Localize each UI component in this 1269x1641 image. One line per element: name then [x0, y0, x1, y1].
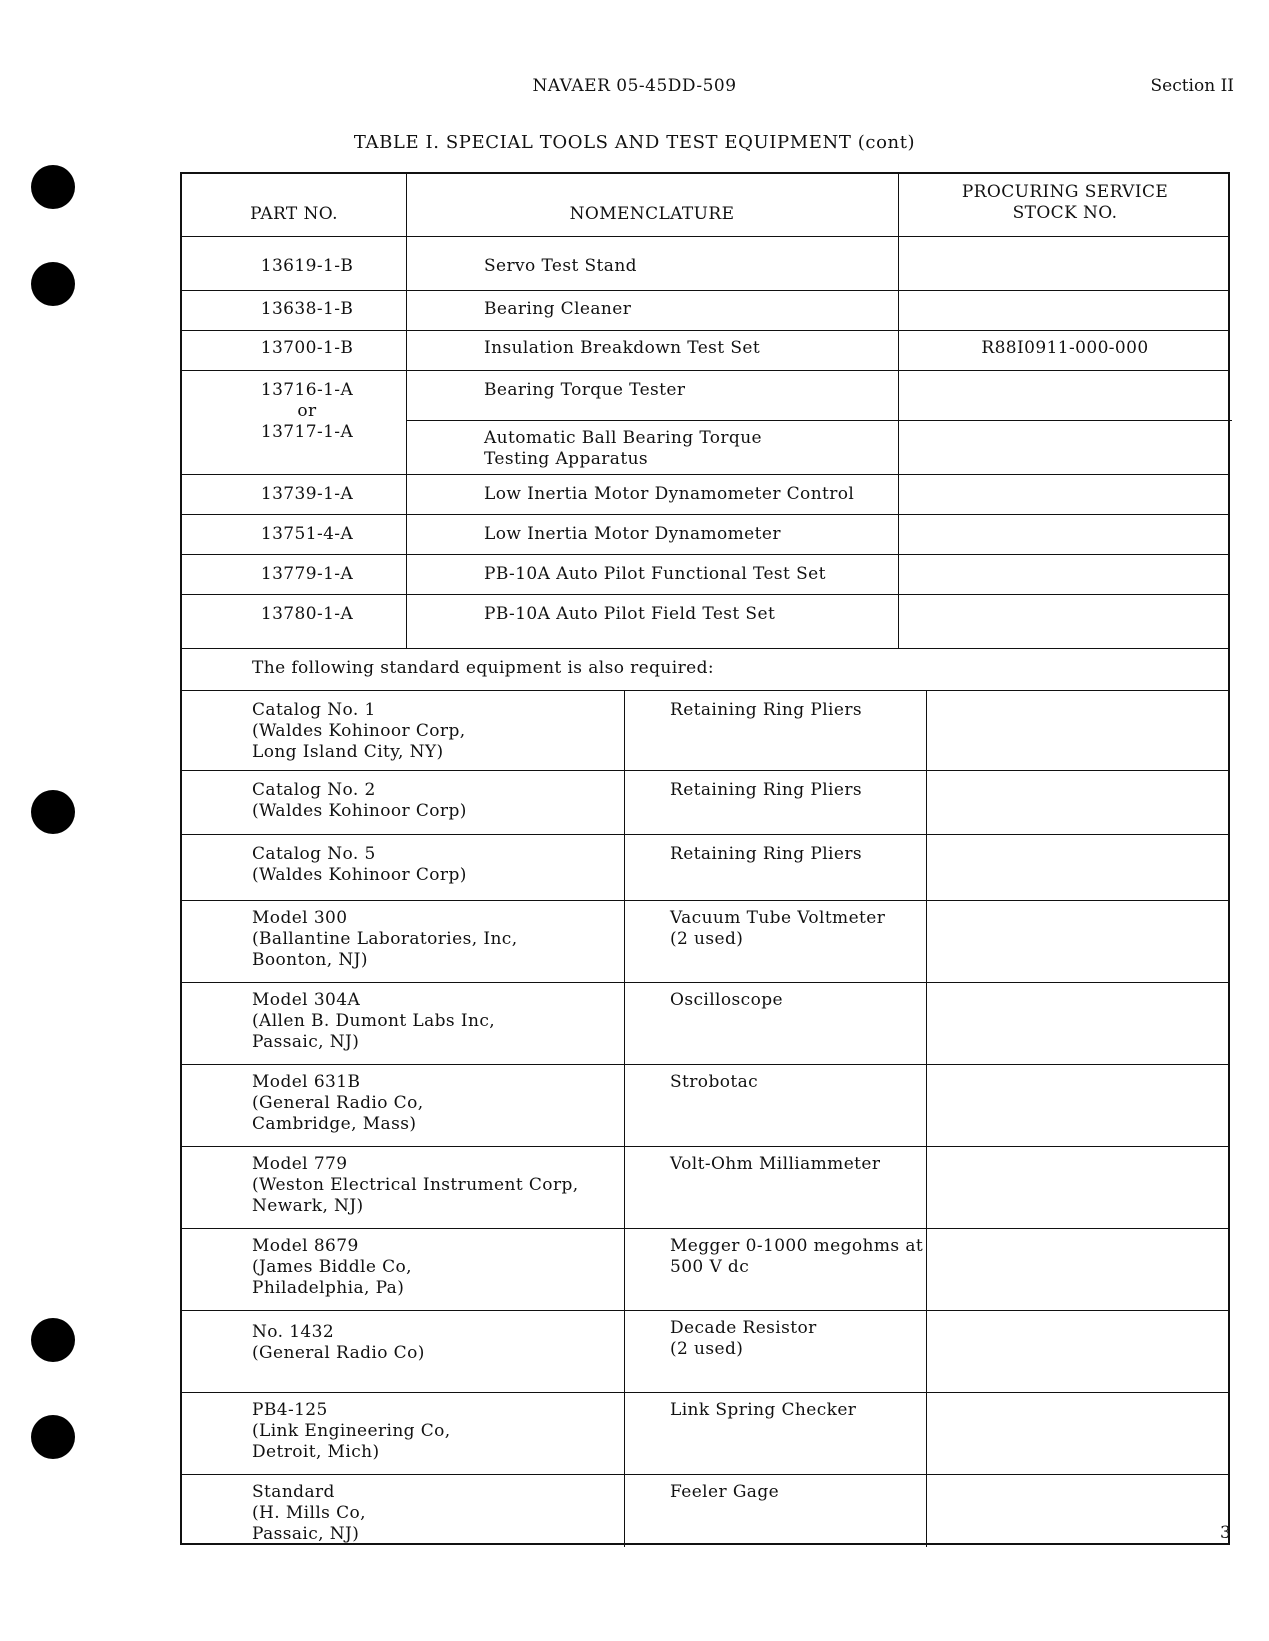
binder-hole: [31, 262, 75, 306]
table-row-part: 13716-1-A: [260, 380, 354, 400]
column-header-stock-no: PROCURING SERVICE STOCK NO.: [961, 182, 1169, 223]
table-row-part: Catalog No. 5 (Waldes Kohinoor Corp): [252, 844, 467, 885]
table-row-nomenclature: Automatic Ball Bearing Torque Testing Apparatus: [484, 428, 763, 469]
table-row-part: Catalog No. 2 (Waldes Kohinoor Corp): [252, 780, 467, 821]
table-row-part: Standard (H. Mills Co, Passaic, NJ): [252, 1482, 366, 1544]
table-row-nomenclature: Low Inertia Motor Dynamometer Control: [484, 484, 855, 504]
table-row-nomenclature: Volt-Ohm Milliammeter: [670, 1154, 881, 1174]
column-header-nomenclature: NOMENCLATURE: [569, 204, 735, 224]
table-row-part: 13739-1-A: [260, 484, 354, 504]
table-row-nomenclature: Megger 0-1000 megohms at 500 V dc: [670, 1236, 924, 1277]
document-number: NAVAER 05-45DD-509: [532, 76, 737, 96]
table-row-part: 13779-1-A: [260, 564, 354, 584]
table-row-part: 13751-4-A: [260, 524, 354, 544]
table-row-nomenclature: Bearing Cleaner: [484, 299, 632, 319]
binder-hole: [31, 1415, 75, 1459]
table-row-part: 13700-1-B: [260, 338, 354, 358]
binder-hole: [31, 165, 75, 209]
column-header-part-no: PART NO.: [250, 204, 338, 224]
equipment-table: [180, 172, 1230, 1545]
table-row-nomenclature: Vacuum Tube Voltmeter (2 used): [670, 908, 886, 949]
table-row-part: PB4-125 (Link Engineering Co, Detroit, Mich): [252, 1400, 451, 1462]
binder-hole: [31, 1318, 75, 1362]
table-row-nomenclature: Servo Test Stand: [484, 256, 637, 276]
standard-equipment-note: The following standard equipment is also required:: [252, 658, 715, 678]
table-row-part: Model 300 (Ballantine Laboratories, Inc, Boonton, NJ): [252, 908, 518, 970]
table-row-nomenclature: Retaining Ring Pliers: [670, 700, 862, 720]
table-row-part: Catalog No. 1 (Waldes Kohinoor Corp, Long Island City, NY): [252, 700, 466, 762]
table-row-part: or 13717-1-A: [260, 401, 354, 442]
table-row-part: Model 631B (General Radio Co, Cambridge, Mass): [252, 1072, 424, 1134]
table-row-nomenclature: Low Inertia Motor Dynamometer: [484, 524, 781, 544]
table-row-nomenclature: Bearing Torque Tester: [484, 380, 686, 400]
table-row-nomenclature: Retaining Ring Pliers: [670, 780, 862, 800]
table-row-nomenclature: Feeler Gage: [670, 1482, 780, 1502]
table-title: TABLE I. SPECIAL TOOLS AND TEST EQUIPMENT (cont): [353, 132, 916, 153]
table-row-nomenclature: Retaining Ring Pliers: [670, 844, 862, 864]
table-row-nomenclature: Decade Resistor (2 used): [670, 1318, 817, 1359]
table-row-part: 13619-1-B: [260, 256, 354, 276]
table-row-nomenclature: Oscilloscope: [670, 990, 783, 1010]
table-row-nomenclature: Link Spring Checker: [670, 1400, 857, 1420]
table-row-part: 13780-1-A: [260, 604, 354, 624]
section-label: Section II: [1150, 76, 1234, 96]
table-row-part: 13638-1-B: [260, 299, 354, 319]
table-row-part: Model 8679 (James Biddle Co, Philadelphia, Pa): [252, 1236, 412, 1298]
table-row-nomenclature: Strobotac: [670, 1072, 759, 1092]
table-row-part: No. 1432 (General Radio Co): [252, 1322, 425, 1363]
table-row-stock-no: R88I0911-000-000: [981, 338, 1149, 358]
table-row-nomenclature: PB-10A Auto Pilot Functional Test Set: [484, 564, 826, 584]
page-number: 3: [1220, 1523, 1231, 1543]
table-row-nomenclature: PB-10A Auto Pilot Field Test Set: [484, 604, 776, 624]
table-row-nomenclature: Insulation Breakdown Test Set: [484, 338, 761, 358]
table-row-part: Model 779 (Weston Electrical Instrument Corp, Newark, NJ): [252, 1154, 579, 1216]
table-row-part: Model 304A (Allen B. Dumont Labs Inc, Passaic, NJ): [252, 990, 496, 1052]
binder-hole: [31, 790, 75, 834]
